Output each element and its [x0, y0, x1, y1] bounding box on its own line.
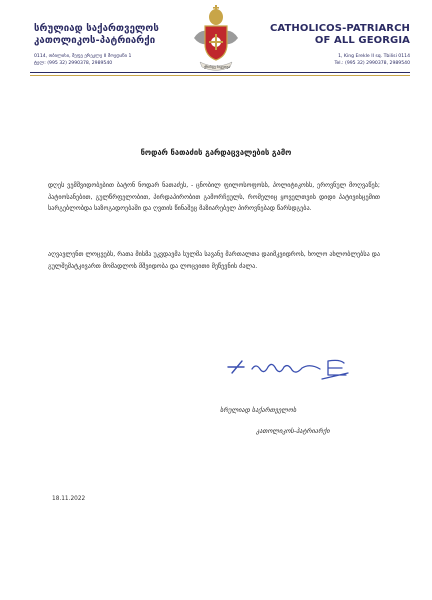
header-right-title-1: CATHOLICOS-PATRIARCH: [269, 23, 410, 34]
header-right-title-2: OF ALL GEORGIA: [314, 35, 410, 46]
header-left: [34, 23, 184, 67]
header-left-title-1: სრულიად საქართველოს: [34, 23, 159, 34]
handwritten-signature: [224, 355, 354, 381]
header-rule-gold: [30, 75, 410, 76]
paragraph-2: აღვავლენთ ლოცვებს, რათა მისმა უკვდავმა სულმა სავანე მართალთა დაიმკვიდროს, ხოლო ახლობლებსა და გულშემატკივართ მომადლოს მშვიდობა და ლოცვითი მეწევნის ძალა.: [48, 251, 380, 270]
header-rule-navy: [30, 72, 410, 73]
document-date: 18.11.2022: [52, 496, 86, 502]
header-left-address: 0114, თბილისი, მეფე ერეკლე II მოედანი 1: [34, 54, 132, 59]
document-title: ნოდარ ნათაძის გარდაცვალების გამო: [140, 148, 292, 157]
signature-title-2: კათოლიკოს-პატრიარქი: [256, 428, 330, 435]
signature-title-1: სრულიად საქართველოს: [220, 407, 297, 414]
header-left-title-2: კათოლიკოს-პატრიარქი: [34, 35, 156, 46]
header-left-phone: ტელ: (995 32) 2990378, 2989540: [34, 61, 113, 66]
header-right-address: 1, King Erekle II sq. Tbilisi 0114: [338, 54, 410, 59]
header-right-phone: Tel.: (995 32) 2990378, 2989540: [334, 61, 410, 66]
paragraph-1: დღეს ვემშვიდობებით ბატონ ნოდარ ნათაძეს, - ცნობილ ფილოსოფოსს, პოლიტიკოსს, ეროვნულ მოღვაწეს; პატიოსანებით, გულწრფელობით, პირდაპირობით გამორჩეულს, რომელიც ყოველთვის დიდი პატივისცემით სარგებლობდა საზოგადოებაში და ღვთის წინაშეც მაზიარებელ პიროვნებად წარსდგება.: [48, 182, 380, 213]
emblem-motto: ქრისტე სიკეთეა: [203, 65, 231, 69]
header-right: [260, 23, 410, 67]
